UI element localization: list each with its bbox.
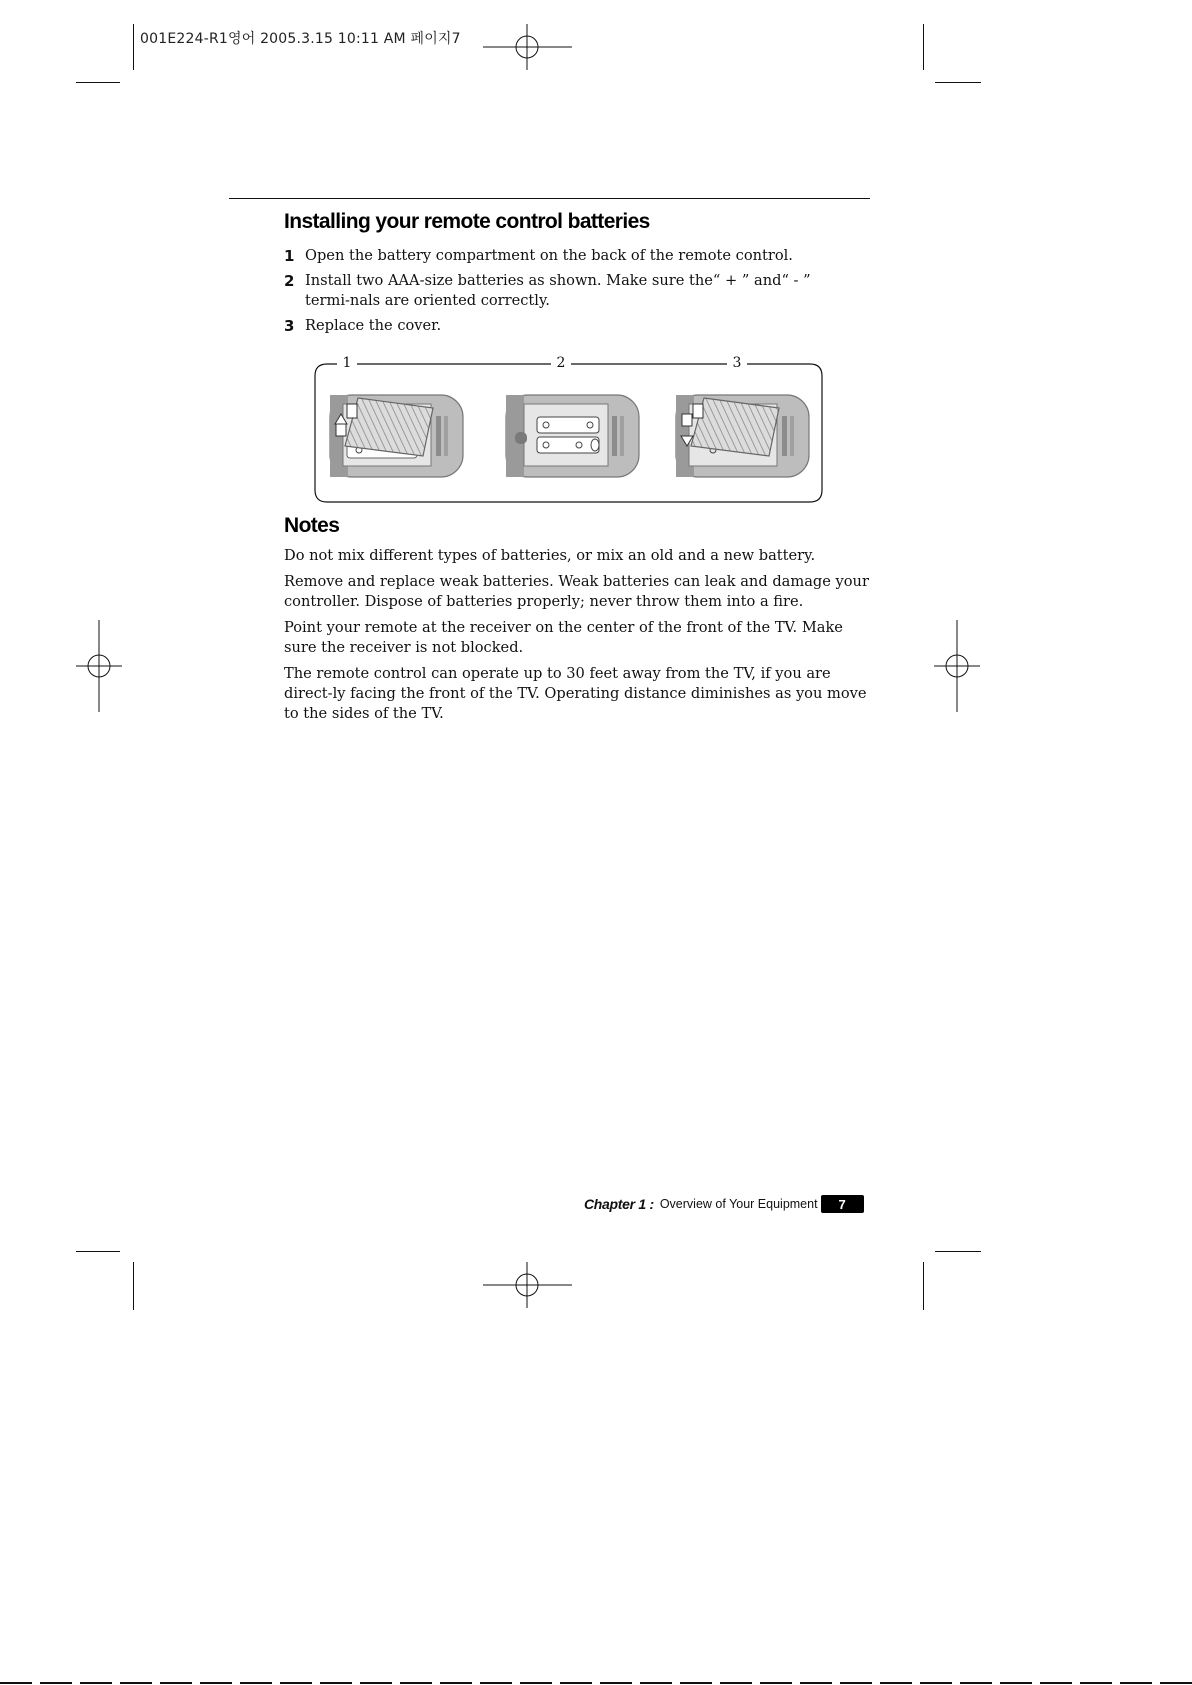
steps-list bbox=[284, 246, 854, 341]
page-number: 7 bbox=[821, 1195, 864, 1213]
registration-mark-right bbox=[934, 618, 982, 714]
note-item: Remove and replace weak batteries. Weak batteries can leak and damage your controller. Dispose of batteries properly; never throw them into a fire. bbox=[284, 573, 869, 610]
print-slug: 001E224-R1영어 2005.3.15 10:11 AM 페이지7 bbox=[140, 31, 461, 47]
step-text: Install two AAA-size batteries as shown. Make sure the“ + ” and“ - ” termi-nals are oriented correctly. bbox=[305, 272, 811, 309]
chapter-title: Overview of Your Equipment bbox=[659, 1197, 818, 1211]
note-item: Do not mix different types of batteries, or mix an old and a new battery. bbox=[284, 547, 816, 564]
figure-label-1: 1 bbox=[342, 355, 352, 371]
step-text: Open the battery compartment on the back of the remote control. bbox=[305, 247, 793, 264]
page-footer bbox=[584, 1194, 864, 1214]
notes-title: Notes bbox=[284, 514, 340, 537]
figure-label-3: 3 bbox=[732, 355, 742, 371]
figure-label-2: 2 bbox=[556, 355, 566, 371]
notes-list bbox=[284, 546, 874, 730]
step-number: 2 bbox=[284, 272, 295, 290]
step-item bbox=[284, 316, 854, 336]
chapter-label: Chapter 1 : bbox=[584, 1196, 654, 1212]
remote-step-3 bbox=[676, 395, 809, 477]
step-item bbox=[284, 246, 854, 266]
section-title: Installing your remote control batteries bbox=[284, 210, 650, 233]
battery-installation-figure bbox=[313, 352, 824, 504]
step-number: 1 bbox=[284, 247, 295, 265]
bottom-edge-dashes bbox=[0, 1681, 1192, 1685]
registration-mark-bottom bbox=[480, 1260, 575, 1310]
step-number: 3 bbox=[284, 317, 295, 335]
remote-step-2 bbox=[506, 395, 639, 477]
registration-mark-left bbox=[76, 618, 124, 714]
note-item: The remote control can operate up to 30 feet away from the TV, if you are direct-ly facing the front of the TV. Operating distance diminishes as you move to the sides of the TV. bbox=[284, 665, 867, 722]
note-item: Point your remote at the receiver on the center of the front of the TV. Make sure the receiver is not blocked. bbox=[284, 619, 843, 656]
top-rule bbox=[229, 198, 870, 199]
step-text: Replace the cover. bbox=[305, 317, 442, 334]
step-item bbox=[284, 271, 854, 311]
registration-mark-top bbox=[480, 22, 575, 72]
remote-step-1 bbox=[330, 395, 463, 477]
